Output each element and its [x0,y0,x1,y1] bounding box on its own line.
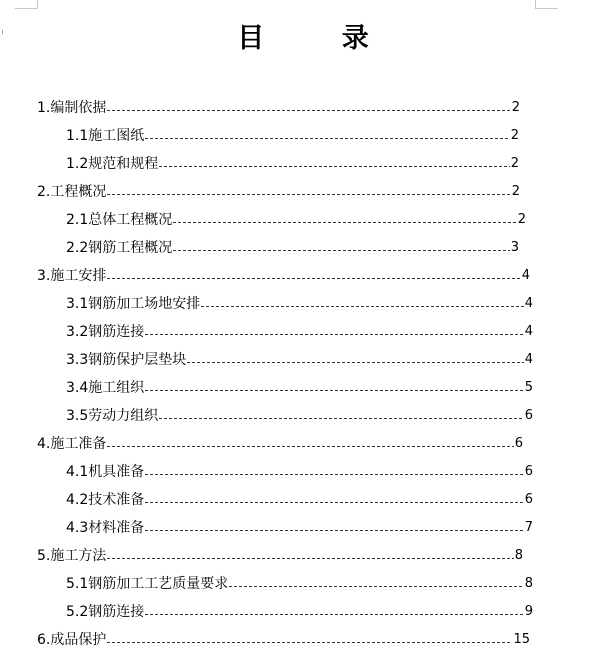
toc-entry[interactable] [0,626,606,654]
toc-entry-page: 3 [510,240,519,255]
toc-entry[interactable] [0,290,606,318]
toc-entry-page: 2 [511,184,520,199]
toc-entry-page: 8 [514,548,523,563]
toc-entry[interactable] [0,178,606,206]
toc-leader-dots [107,278,520,279]
toc-leader-dots [107,110,510,111]
toc-leader-dots [107,642,512,643]
toc-entry-page: 9 [524,604,533,619]
toc-leader-dots [159,418,523,419]
toc-leader-dots [107,558,513,559]
toc-entry[interactable] [0,262,606,290]
toc-entry[interactable] [0,542,606,570]
toc-entry[interactable] [0,318,606,346]
toc-entry-label: 3.2钢筋连接 [66,324,145,340]
toc-entry-page: 2 [517,212,526,227]
toc-entry-label: 3.5劳动力组织 [66,408,159,424]
toc-entry[interactable] [0,206,606,234]
toc-entry-page: 4 [524,296,533,311]
toc-entry-label: 4.3材料准备 [66,520,145,536]
toc-entry-page: 2 [511,100,520,115]
toc-title: 目 录 [237,23,403,54]
toc-entry-page: 2 [510,128,519,143]
toc-leader-dots [229,586,523,587]
crop-mark-top-right [535,0,558,9]
toc-leader-dots [173,250,509,251]
toc-entry[interactable] [0,374,606,402]
toc-entry-page: 4 [524,352,533,367]
toc-entry-label: 3.4施工组织 [66,380,145,396]
toc-entry-page: 4 [521,268,530,283]
toc-leader-dots [145,614,523,615]
toc-entry-page: 6 [514,436,523,451]
toc-leader-dots [201,306,523,307]
toc-entry-page: 2 [510,156,519,171]
toc-entry-label: 5.施工方法 [37,548,107,564]
toc-entry-label: 4.2技术准备 [66,492,145,508]
toc-entry-page: 5 [524,380,533,395]
toc-leader-dots [145,502,523,503]
toc-entry[interactable] [0,346,606,374]
toc-entry[interactable] [0,598,606,626]
toc-entry-label: 1.编制依据 [37,100,107,116]
toc-entry-label: 3.1钢筋加工场地安排 [66,296,201,312]
toc-leader-dots [145,474,523,475]
toc-leader-dots [145,530,523,531]
toc-entry-label: 1.1施工图纸 [66,128,145,144]
toc-entry-label: 5.2钢筋连接 [66,604,145,620]
toc-entry-label: 3.施工安排 [37,268,107,284]
toc-entry-page: 4 [524,324,533,339]
toc-entry[interactable] [0,150,606,178]
toc-entry-label: 5.1钢筋加工工艺质量要求 [66,576,229,592]
toc-entry-page: 8 [524,576,533,591]
toc-leader-dots [145,334,523,335]
toc-entry-page: 15 [513,632,530,647]
toc-entry[interactable] [0,402,606,430]
toc-entry[interactable] [0,234,606,262]
toc-entry-page: 6 [524,492,533,507]
toc-leader-dots [145,138,509,139]
toc-leader-dots [159,166,509,167]
toc-entry-label: 3.3钢筋保护层垫块 [66,352,187,368]
toc-entry-label: 1.2规范和规程 [66,156,159,172]
toc-entry[interactable] [0,122,606,150]
toc-entry[interactable] [0,430,606,458]
toc-entry-page: 6 [524,408,533,423]
toc-leader-dots [187,362,523,363]
toc-entry-page: 7 [524,520,533,535]
toc-entry-page: 6 [524,464,533,479]
toc-entry[interactable] [0,570,606,598]
toc-leader-dots [107,446,513,447]
toc-entry[interactable] [0,458,606,486]
toc-entry[interactable] [0,514,606,542]
toc-entry-label: 2.工程概况 [37,184,107,200]
toc-entry-label: 6.成品保护 [37,632,107,648]
toc-entry[interactable] [0,486,606,514]
toc-entry-label: 4.施工准备 [37,436,107,452]
toc-entry[interactable] [0,94,606,122]
toc-entry-label: 4.1机具准备 [66,464,145,480]
toc-entry-label: 2.2钢筋工程概况 [66,240,173,256]
crop-mark-top-left [15,0,38,9]
toc-entry-label: 2.1总体工程概况 [66,212,173,228]
toc-leader-dots [145,390,523,391]
toc-list [0,94,606,654]
toc-leader-dots [107,194,510,195]
toc-leader-dots [173,222,516,223]
